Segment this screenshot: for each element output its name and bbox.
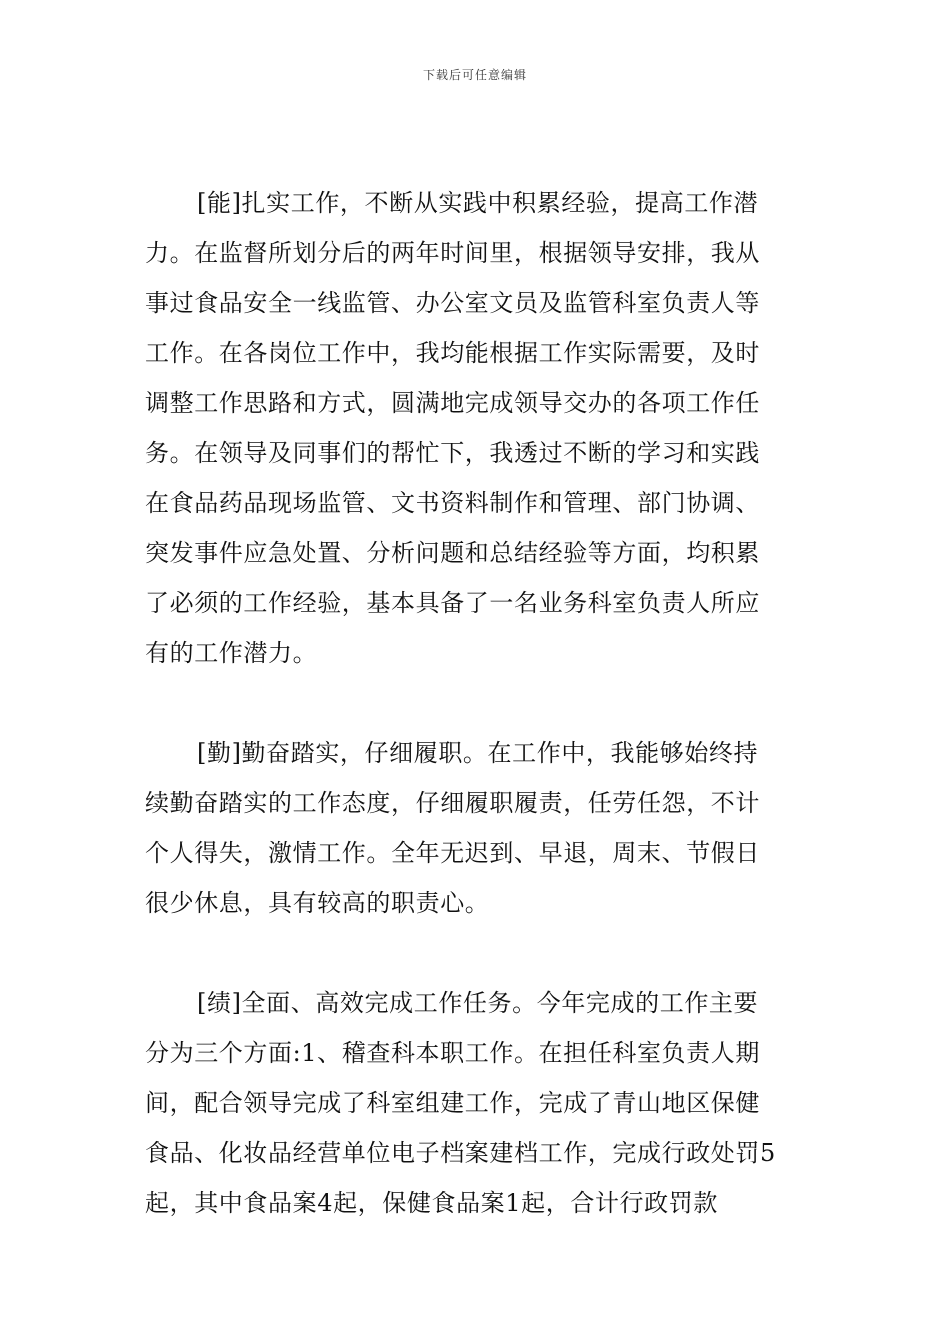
paragraph-line: 很少休息，具有较高的职责心。: [145, 889, 490, 917]
paragraph-achievement: [145, 978, 810, 1228]
paragraph-ability: [145, 178, 810, 678]
paragraph-line: [能]扎实工作，不断从实践中积累经验，提高工作潜: [197, 189, 759, 217]
paragraph-line: 有的工作潜力。: [145, 639, 318, 667]
paragraph-line: 分为三个方面:1、稽查科本职工作。在担任科室负责人期: [145, 1039, 760, 1067]
paragraph-line: 食品、化妆品经营单位电子档案建档工作，完成行政处罚5: [145, 1139, 776, 1167]
paragraph-line: 力。在监督所划分后的两年时间里，根据领导安排，我从: [145, 239, 760, 267]
paragraph-line: 了必须的工作经验，基本具备了一名业务科室负责人所应: [145, 589, 760, 617]
paragraph-line: 在食品药品现场监管、文书资料制作和管理、部门协调、: [145, 489, 760, 517]
paragraph-line: 间，配合领导完成了科室组建工作，完成了青山地区保健: [145, 1089, 760, 1117]
paragraph-line: 务。在领导及同事们的帮忙下，我透过不断的学习和实践: [145, 439, 760, 467]
paragraph-diligence: [145, 728, 810, 928]
paragraph-line: 个人得失，激情工作。全年无迟到、早退，周末、节假日: [145, 839, 760, 867]
document-body: [145, 178, 810, 1228]
paragraph-line: 工作。在各岗位工作中，我均能根据工作实际需要，及时: [145, 339, 760, 367]
paragraph-line: 续勤奋踏实的工作态度，仔细履职履责，任劳任怨，不计: [145, 789, 760, 817]
paragraph-line: 调整工作思路和方式，圆满地完成领导交办的各项工作任: [145, 389, 760, 417]
paragraph-line: 事过食品安全一线监管、办公室文员及监管科室负责人等: [145, 289, 760, 317]
paragraph-line: [勤]勤奋踏实，仔细履职。在工作中，我能够始终持: [197, 739, 759, 767]
paragraph-line: 起，其中食品案4起，保健食品案1起，合计行政罚款: [145, 1189, 718, 1217]
paragraph-line: [绩]全面、高效完成工作任务。今年完成的工作主要: [197, 989, 759, 1017]
page-header-note: 下载后可任意编辑: [422, 68, 527, 82]
paragraph-line: 突发事件应急处置、分析问题和总结经验等方面，均积累: [145, 539, 760, 567]
